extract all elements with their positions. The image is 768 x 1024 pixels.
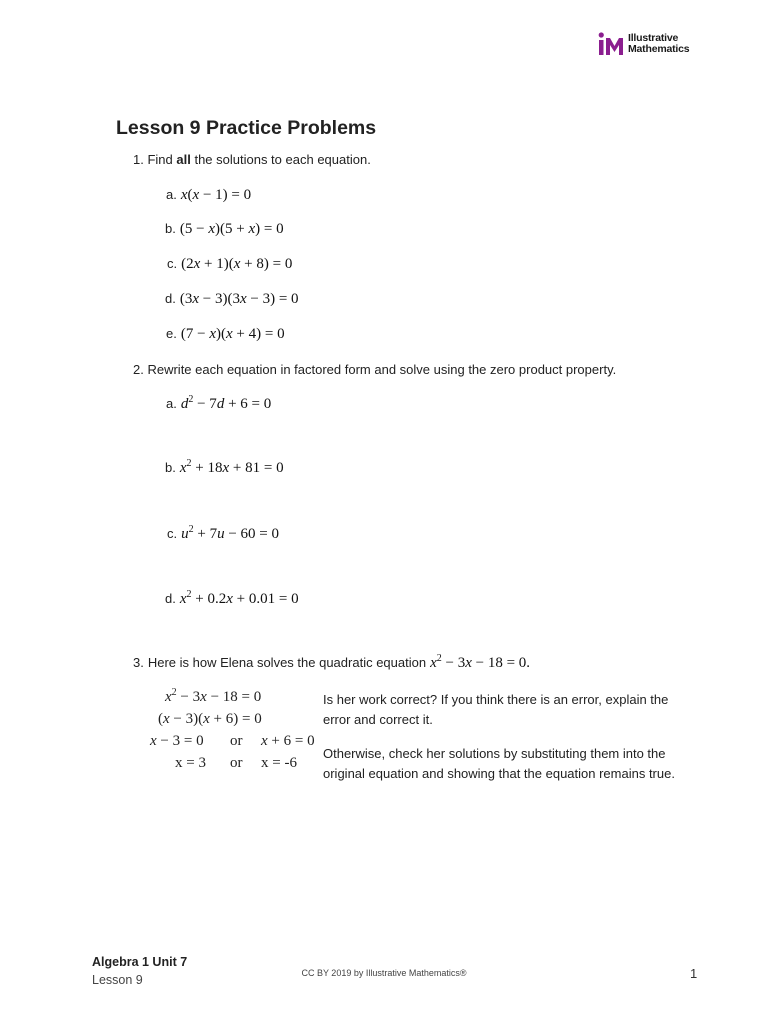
equation: (7 − x)(x + 4) = 0	[180, 326, 285, 342]
problem-1e	[166, 326, 285, 343]
solution-2: x = -6	[261, 755, 297, 771]
illustrative-mathematics-logo	[598, 31, 689, 57]
problem-1b	[165, 221, 284, 238]
problem-number: 2.	[133, 362, 144, 377]
prompt-emphasis: all	[176, 152, 191, 167]
part-label: a.	[166, 187, 177, 202]
course-name: Algebra 1 Unit 7	[92, 955, 188, 969]
page-title: Lesson 9 Practice Problems	[116, 117, 377, 139]
problem-3-question: Is her work correct? If you think there is an error, explain the error and correct it.	[323, 692, 669, 727]
equation: (5 − x)(5 + x) = 0	[179, 221, 284, 237]
work-line-2: (x − 3)(x + 6) = 0	[158, 711, 262, 727]
part-label: c.	[167, 256, 178, 271]
im-logo-icon	[598, 31, 624, 57]
or-word: or	[230, 733, 243, 749]
part-label: e.	[166, 326, 177, 341]
problem-number: 1.	[133, 152, 144, 167]
equation: $x^2 + 0.2x + 0.01 = 0$	[179, 589, 299, 607]
problem-2-prompt	[133, 362, 616, 377]
lesson-name: Lesson 9	[92, 973, 143, 987]
prompt-text: the solutions to each equation.	[190, 152, 371, 167]
prompt-text: Rewrite each equation in factored form and solve using the zero product property.	[147, 362, 617, 377]
equation: $u^2 + 7u - 60 = 0$	[181, 524, 280, 542]
problem-1d	[165, 291, 299, 308]
work-line-1: $x^2 - 3x - 18 = 0$	[165, 687, 262, 705]
problem-3-prompt	[133, 655, 530, 672]
page-number: 1	[690, 966, 698, 981]
problem-2b	[165, 460, 284, 477]
equation: $x^2 + 18x + 81 = 0$	[179, 458, 284, 476]
problem-3-otherwise: Otherwise, check her solutions by substituting them into the original equation and showing that the equation remains true.	[323, 746, 675, 781]
part-label: c.	[167, 526, 178, 541]
or-word: or	[230, 755, 243, 771]
part-label: d.	[165, 591, 176, 606]
work-line-3: x − 3 = 0	[150, 733, 204, 749]
problem-2d	[165, 591, 299, 608]
equation: $d^2 - 7d + 6 = 0$	[180, 394, 272, 412]
problem-2c	[167, 526, 279, 543]
problem-1-prompt	[133, 152, 371, 167]
part-label: a.	[166, 396, 177, 411]
prompt-text: Here is how Elena solves the quadratic equation	[147, 655, 427, 670]
logo-line-1: Illustrative	[628, 32, 679, 44]
prompt-text: Find	[147, 152, 177, 167]
logo-line-2: Mathematics	[628, 43, 690, 55]
work-line-3b: x + 6 = 0	[261, 733, 315, 749]
equation: (2x + 1)(x + 8) = 0	[181, 256, 293, 272]
logo-wordmark	[628, 33, 689, 55]
equation: (3x − 3)(3x − 3) = 0	[179, 291, 299, 307]
problem-number: 3.	[133, 655, 144, 670]
problem-1c	[167, 256, 292, 273]
solution-1: x = 3	[175, 755, 206, 771]
license-text: CC BY 2019 by Illustrative Mathematics®	[301, 968, 467, 978]
part-label: b.	[165, 460, 176, 475]
part-label: b.	[165, 221, 176, 236]
problem-1a	[166, 187, 251, 204]
equation: $x^2 - 3x - 18 = 0$.	[430, 653, 531, 671]
part-label: d.	[165, 291, 176, 306]
equation: x(x − 1) = 0	[180, 187, 252, 203]
problem-2a	[166, 396, 271, 413]
